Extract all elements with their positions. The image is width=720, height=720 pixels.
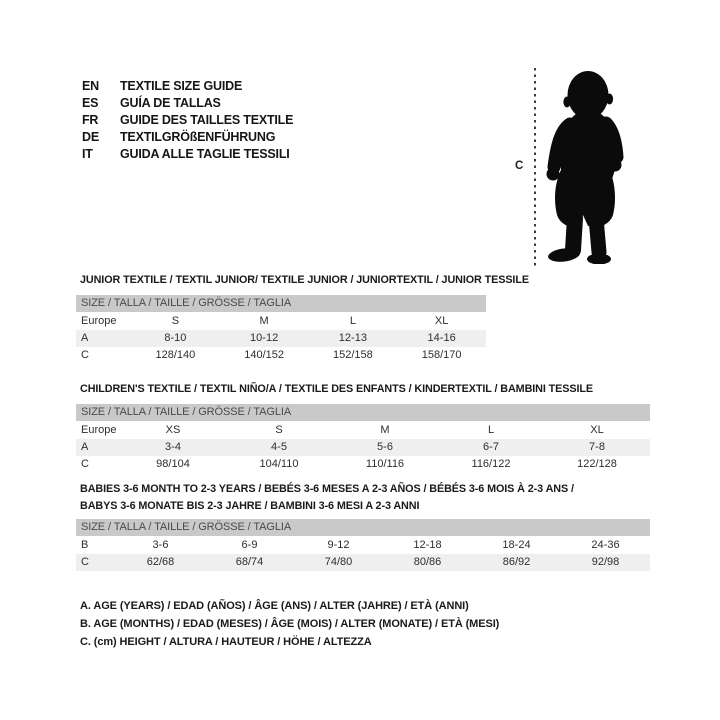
table-cell: 104/110: [259, 458, 299, 470]
table-cell: 18-24: [502, 539, 531, 551]
toddler-silhouette-icon: [543, 68, 625, 264]
language-row: [82, 128, 293, 145]
table-cell: 12-18: [413, 539, 442, 551]
table-cell: L: [349, 315, 356, 327]
language-code: IT: [82, 146, 93, 161]
table-row: [76, 330, 486, 347]
language-code: FR: [82, 112, 99, 127]
table-cell: 6-7: [483, 441, 499, 453]
table-cell: M: [380, 424, 390, 436]
language-title: GUIDE DES TAILLES TEXTILE: [120, 112, 294, 127]
language-title: GUIDA ALLE TAGLIE TESSILI: [120, 146, 290, 161]
table-cell: 74/80: [324, 556, 353, 568]
row-label: A: [81, 441, 89, 453]
legend-line: A. AGE (YEARS) / EDAD (AÑOS) / ÂGE (ANS) / ALTER (JAHRE) / ETÀ (ANNI): [80, 600, 469, 612]
table-row: [76, 347, 486, 364]
table-cell: 10-12: [250, 332, 279, 344]
size-table-section: [76, 381, 650, 473]
measure-c-label: C: [515, 160, 524, 172]
table-cell: XL: [590, 424, 604, 436]
row-label: A: [81, 332, 89, 344]
row-label: C: [81, 349, 89, 361]
table-title-line: BABYS 3-6 MONATE BIS 2-3 JAHRE / BAMBINI 3-6 MESI A 2-3 ANNI: [80, 500, 420, 512]
table-cell: 92/98: [591, 556, 620, 568]
table-cell: 140/152: [244, 349, 284, 361]
language-list: [82, 77, 293, 162]
size-header-bar: SIZE / TALLA / TAILLE / GRÖSSE / TAGLIA: [76, 295, 486, 312]
row-label: Europe: [81, 424, 117, 436]
table-title-line: JUNIOR TEXTILE / TEXTIL JUNIOR/ TEXTILE JUNIOR / JUNIORTEXTIL / JUNIOR TESSILE: [80, 274, 529, 286]
table-cell: 12-13: [338, 332, 367, 344]
table-row: [76, 313, 486, 330]
table-cell: L: [487, 424, 495, 436]
table-cell: XL: [434, 315, 449, 327]
language-row: [82, 111, 293, 128]
table-cell: S: [171, 315, 180, 327]
size-header-bar: SIZE / TALLA / TAILLE / GRÖSSE / TAGLIA: [76, 404, 650, 421]
row-label: Europe: [81, 315, 117, 327]
language-title: TEXTILE SIZE GUIDE: [120, 78, 243, 93]
row-label: C: [81, 458, 89, 470]
language-code: EN: [82, 78, 99, 93]
language-title: GUÍA DE TALLAS: [120, 95, 221, 110]
size-table-section: [76, 272, 529, 364]
table-cell: 62/68: [146, 556, 175, 568]
table-cell: 8-10: [164, 332, 187, 344]
table-cell: XS: [165, 424, 181, 436]
figure-area: [505, 60, 675, 275]
table-title: [76, 381, 650, 398]
table-cell: 110/116: [365, 458, 405, 470]
language-title: TEXTILGRÖßENFÜHRUNG: [120, 129, 276, 144]
language-code: ES: [82, 95, 99, 110]
table-cell: S: [275, 424, 283, 436]
table-cell: 98/104: [156, 458, 190, 470]
row-label: B: [81, 539, 89, 551]
table-cell: 6-9: [241, 539, 258, 551]
legend-line: B. AGE (MONTHS) / EDAD (MESES) / ÂGE (MOIS) / ALTER (MONATE) / ETÀ (MESI): [80, 618, 500, 630]
table-cell: 5-6: [377, 441, 393, 453]
table-cell: 3-4: [165, 441, 181, 453]
table-cell: 80/86: [413, 556, 442, 568]
legend: [80, 597, 499, 651]
table-cell: 7-8: [589, 441, 605, 453]
table-cell: 158/170: [421, 349, 462, 361]
language-row: [82, 145, 293, 162]
legend-line: C. (cm) HEIGHT / ALTURA / HAUTEUR / HÖHE / ALTEZZA: [80, 636, 372, 648]
language-row: [82, 77, 293, 94]
table-title-line: BABIES 3-6 MONTH TO 2-3 YEARS / BEBÉS 3-6 MESES A 2-3 AÑOS / BÉBÉS 3-6 MOIS À 2-3 ANS /: [80, 483, 574, 495]
table-row: [76, 456, 650, 473]
table-row: [76, 537, 650, 554]
table-title: [76, 481, 650, 515]
height-measure-dotted-line: [534, 68, 536, 268]
table-cell: 3-6: [152, 539, 169, 551]
table-cell: 14-16: [427, 332, 456, 344]
language-row: [82, 94, 293, 111]
size-header-bar: SIZE / TALLA / TAILLE / GRÖSSE / TAGLIA: [76, 519, 650, 536]
row-label: C: [81, 556, 89, 568]
table-cell: 68/74: [235, 556, 264, 568]
table-cell: 152/158: [332, 349, 373, 361]
language-code: DE: [82, 129, 99, 144]
table-row: [76, 439, 650, 456]
table-cell: 4-5: [271, 441, 287, 453]
table-row: [76, 422, 650, 439]
table-row: [76, 554, 650, 571]
table-title-line: CHILDREN'S TEXTILE / TEXTIL NIÑO/A / TEXTILE DES ENFANTS / KINDERTEXTIL / BAMBINI TESSILE: [80, 383, 593, 395]
table-cell: 122/128: [577, 458, 617, 470]
table-title: [76, 272, 529, 289]
table-cell: 86/92: [502, 556, 531, 568]
size-table-section: [76, 481, 650, 571]
table-cell: 128/140: [155, 349, 196, 361]
table-cell: 9-12: [327, 539, 350, 551]
table-cell: M: [259, 315, 269, 327]
table-cell: 116/122: [471, 458, 511, 470]
table-cell: 24-36: [591, 539, 620, 551]
